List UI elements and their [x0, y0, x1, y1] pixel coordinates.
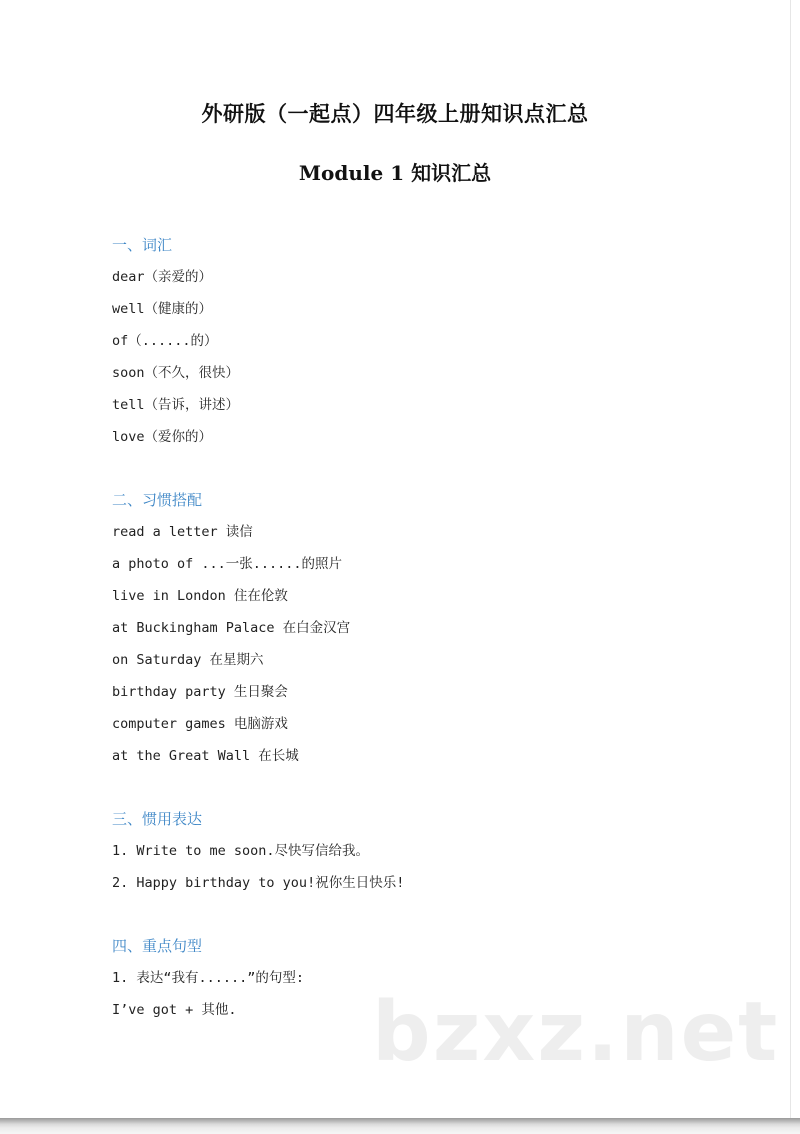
- vocab-line: of（......的）: [112, 333, 218, 349]
- section-sentence-patterns: [112, 936, 304, 1032]
- document-title: 外研版（一起点）四年级上册知识点汇总: [201, 102, 589, 126]
- watermark: bzxz.net: [372, 985, 780, 1080]
- vocab-line: love（爱你的）: [112, 429, 213, 445]
- expression-line: 2. Happy birthday to you!祝你生日快乐!: [112, 875, 405, 891]
- pattern-line: I’ve got + 其他.: [112, 1002, 237, 1018]
- vocab-line: soon（不久，很快）: [112, 365, 240, 381]
- collocation-line: at Buckingham Palace 在白金汉宫: [112, 620, 351, 636]
- collocation-line: a photo of ...一张......的照片: [112, 556, 343, 572]
- collocation-line: at the Great Wall 在长城: [112, 748, 299, 764]
- collocation-line: live in London 住在伦敦: [112, 588, 288, 604]
- vocab-line: tell（告诉，讲述）: [112, 397, 240, 413]
- module-title: Module 1 知识汇总: [298, 161, 492, 185]
- collocation-line: birthday party 生日聚会: [112, 684, 288, 700]
- section-heading: 四、重点句型: [112, 937, 203, 955]
- page-bottom-edge: [0, 1118, 800, 1134]
- vocab-line: well（健康的）: [112, 301, 213, 317]
- section-collocations: [112, 490, 350, 778]
- collocation-line: on Saturday 在星期六: [112, 652, 264, 668]
- section-vocabulary: [112, 235, 239, 459]
- section-heading: 三、惯用表达: [112, 810, 203, 828]
- section-heading: 一、词汇: [112, 236, 173, 254]
- collocation-line: computer games 电脑游戏: [112, 716, 288, 732]
- section-heading: 二、习惯搭配: [112, 491, 203, 509]
- expression-line: 1. Write to me soon.尽快写信给我。: [112, 843, 370, 859]
- pattern-line: 1. 表达“我有......”的句型:: [112, 970, 305, 986]
- section-expressions: [112, 809, 404, 905]
- collocation-line: read a letter 读信: [112, 524, 253, 540]
- vocab-line: dear（亲爱的）: [112, 269, 213, 285]
